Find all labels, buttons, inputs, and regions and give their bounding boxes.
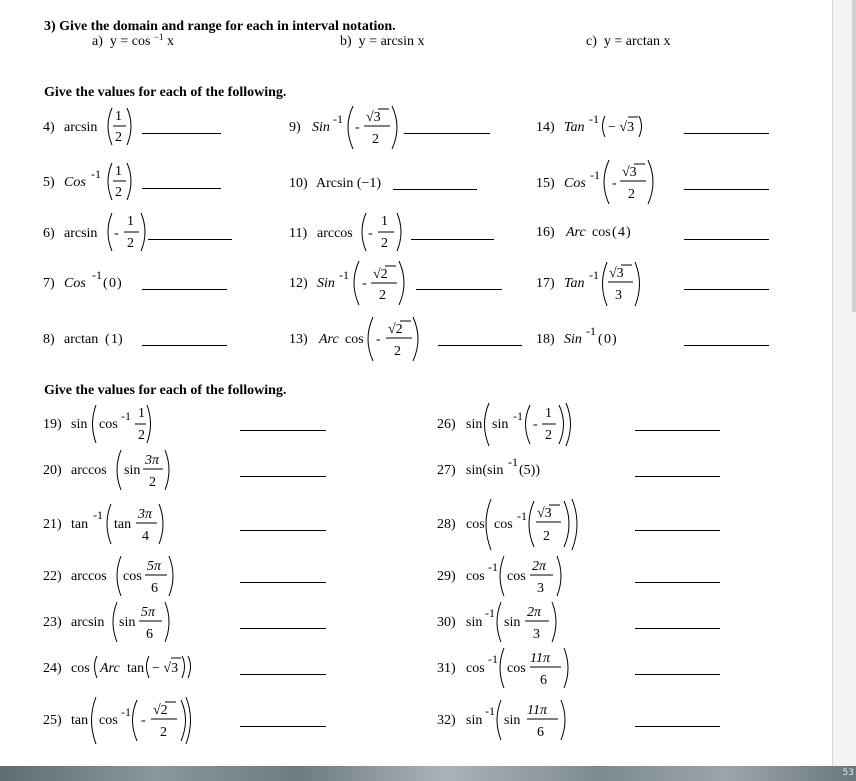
svg-text:1: 1 bbox=[115, 109, 122, 124]
problem-17 bbox=[536, 262, 640, 306]
answer-blank-31[interactable] bbox=[635, 674, 720, 675]
svg-text:sin: sin bbox=[466, 615, 483, 630]
svg-text:-1: -1 bbox=[488, 560, 498, 574]
svg-text:(: ( bbox=[103, 276, 108, 291]
svg-text:√2: √2 bbox=[388, 322, 403, 337]
svg-text:4): 4) bbox=[43, 120, 55, 135]
svg-text:26): 26) bbox=[437, 417, 456, 432]
problem-11 bbox=[289, 213, 401, 251]
svg-text:√3: √3 bbox=[537, 506, 552, 521]
svg-text:(: ( bbox=[598, 332, 603, 347]
svg-text:2: 2 bbox=[149, 475, 156, 490]
svg-text:2: 2 bbox=[127, 236, 134, 251]
svg-text:Sin: Sin bbox=[317, 276, 335, 291]
svg-text:-1: -1 bbox=[513, 409, 523, 423]
svg-text:√3: √3 bbox=[609, 266, 624, 281]
problem-24 bbox=[43, 656, 191, 678]
vertical-scrollbar[interactable] bbox=[832, 0, 856, 766]
svg-text:2π: 2π bbox=[532, 559, 547, 574]
svg-text:arcsin: arcsin bbox=[71, 615, 105, 630]
svg-text:-1: -1 bbox=[586, 324, 596, 338]
svg-text:√3: √3 bbox=[622, 165, 637, 180]
svg-text:√2: √2 bbox=[153, 703, 168, 718]
answer-blank-23[interactable] bbox=[240, 628, 326, 629]
problem-12 bbox=[289, 261, 404, 305]
svg-text:cos: cos bbox=[507, 661, 526, 676]
svg-text:8): 8) bbox=[43, 332, 55, 347]
svg-text:21): 21) bbox=[43, 517, 62, 532]
answer-blank-32[interactable] bbox=[635, 726, 720, 727]
problem-30 bbox=[437, 602, 556, 642]
svg-text:sin: sin bbox=[119, 615, 136, 630]
svg-text:cos: cos bbox=[466, 517, 485, 532]
svg-text:arcsin: arcsin bbox=[64, 226, 98, 241]
part2-heading: Give the values for each of the following. bbox=[44, 383, 287, 398]
svg-text:sin(sin: sin(sin bbox=[466, 463, 504, 478]
svg-text:1: 1 bbox=[115, 164, 122, 179]
svg-text:14): 14) bbox=[536, 120, 555, 135]
svg-text:sin: sin bbox=[466, 417, 483, 432]
answer-blank-9[interactable] bbox=[404, 133, 490, 134]
svg-text:30): 30) bbox=[437, 615, 456, 630]
svg-text:Arc: Arc bbox=[319, 332, 339, 347]
svg-text:0: 0 bbox=[604, 332, 611, 347]
svg-text:-: - bbox=[368, 226, 373, 241]
svg-text:Sin: Sin bbox=[564, 332, 582, 347]
svg-text:29): 29) bbox=[437, 569, 456, 584]
svg-text:cos: cos bbox=[345, 332, 364, 347]
svg-text:tan: tan bbox=[71, 713, 89, 728]
svg-text:27): 27) bbox=[437, 463, 456, 478]
answer-blank-7[interactable] bbox=[142, 289, 227, 290]
svg-text:− √3: − √3 bbox=[608, 120, 635, 135]
svg-text:5): 5) bbox=[43, 175, 55, 190]
svg-text:arccos: arccos bbox=[71, 463, 107, 478]
problem-14 bbox=[536, 112, 642, 137]
item-3c: c) y = arctan x bbox=[586, 34, 671, 49]
svg-text:6: 6 bbox=[537, 725, 544, 740]
svg-text:-1: -1 bbox=[508, 455, 518, 469]
svg-text:11): 11) bbox=[289, 226, 308, 241]
answer-blank-25[interactable] bbox=[240, 726, 326, 727]
svg-text:cos: cos bbox=[99, 713, 118, 728]
answer-blank-20[interactable] bbox=[240, 476, 326, 477]
svg-text:(: ( bbox=[612, 225, 617, 240]
svg-text:Arcsin (−1): Arcsin (−1) bbox=[316, 176, 382, 191]
svg-text:1: 1 bbox=[127, 214, 134, 229]
svg-text:Cos: Cos bbox=[564, 176, 586, 191]
answer-blank-11[interactable] bbox=[411, 239, 494, 240]
svg-text:2: 2 bbox=[115, 130, 122, 145]
svg-text:2: 2 bbox=[138, 428, 145, 443]
svg-text:2: 2 bbox=[372, 132, 379, 147]
svg-text:arcsin: arcsin bbox=[64, 120, 98, 135]
svg-text:− √3: − √3 bbox=[152, 661, 179, 676]
svg-text:-1: -1 bbox=[121, 705, 131, 719]
answer-blank-5[interactable] bbox=[142, 188, 221, 189]
svg-text:6): 6) bbox=[43, 226, 55, 241]
svg-text:12): 12) bbox=[289, 276, 308, 291]
answer-blank-13[interactable] bbox=[438, 345, 522, 346]
svg-text:22): 22) bbox=[43, 569, 62, 584]
answer-blank-6[interactable] bbox=[148, 239, 232, 240]
svg-text:4: 4 bbox=[618, 225, 625, 240]
svg-text:6: 6 bbox=[540, 673, 547, 688]
svg-text:-: - bbox=[355, 120, 360, 135]
svg-text:-: - bbox=[141, 713, 146, 728]
problem-19 bbox=[43, 405, 151, 443]
problem-4 bbox=[43, 108, 131, 145]
svg-text:20): 20) bbox=[43, 463, 62, 478]
svg-text:2: 2 bbox=[543, 529, 550, 544]
answer-blank-16[interactable] bbox=[684, 239, 769, 240]
problem-26 bbox=[437, 403, 571, 446]
problem-9 bbox=[289, 106, 397, 149]
svg-text:arctan: arctan bbox=[64, 332, 99, 347]
svg-text:1: 1 bbox=[138, 406, 145, 421]
svg-text:Tan: Tan bbox=[564, 120, 585, 135]
svg-text:Cos: Cos bbox=[64, 276, 86, 291]
problem-13 bbox=[289, 317, 418, 361]
svg-text:(5)): (5)) bbox=[519, 463, 540, 478]
svg-text:-1: -1 bbox=[92, 268, 102, 282]
svg-text:1: 1 bbox=[545, 406, 552, 421]
svg-text:-1: -1 bbox=[91, 167, 101, 181]
item-3a: a) y = cos $^{-1}$ x bbox=[92, 32, 175, 49]
svg-text:6: 6 bbox=[146, 627, 153, 642]
problem-5 bbox=[43, 163, 131, 200]
svg-text:-1: -1 bbox=[339, 268, 349, 282]
svg-text:-1: -1 bbox=[93, 508, 103, 522]
svg-text:): ) bbox=[626, 225, 631, 240]
svg-text:tan: tan bbox=[114, 517, 132, 532]
svg-text:-1: -1 bbox=[333, 112, 343, 126]
answer-blank-15[interactable] bbox=[684, 189, 769, 190]
problem-7 bbox=[43, 268, 122, 291]
svg-text:): ) bbox=[117, 276, 122, 291]
answer-blank-14[interactable] bbox=[684, 133, 769, 134]
problem-6 bbox=[43, 213, 145, 251]
svg-text:cos: cos bbox=[466, 661, 485, 676]
section-3-title: 3) Give the domain and range for each in interval notation. bbox=[44, 19, 396, 34]
svg-text:sin: sin bbox=[71, 417, 88, 432]
svg-text:28): 28) bbox=[437, 517, 456, 532]
svg-text:31): 31) bbox=[437, 661, 456, 676]
answer-blank-17[interactable] bbox=[684, 289, 769, 290]
svg-text:): ) bbox=[612, 332, 617, 347]
svg-text:sin: sin bbox=[504, 713, 521, 728]
svg-text:cos: cos bbox=[466, 569, 485, 584]
svg-text:4: 4 bbox=[142, 529, 149, 544]
svg-text:13): 13) bbox=[289, 332, 308, 347]
part1-heading: Give the values for each of the following. bbox=[44, 85, 287, 100]
svg-text:-1: -1 bbox=[485, 704, 495, 718]
svg-text:2: 2 bbox=[545, 428, 552, 443]
svg-text:3π: 3π bbox=[138, 507, 153, 522]
answer-blank-24[interactable] bbox=[240, 674, 326, 675]
svg-text:2: 2 bbox=[160, 725, 167, 740]
svg-text:sin: sin bbox=[466, 713, 483, 728]
problem-31 bbox=[437, 648, 568, 688]
problem-20 bbox=[43, 450, 169, 490]
problem-10 bbox=[289, 176, 381, 191]
svg-text:-: - bbox=[362, 276, 367, 291]
taskbar bbox=[0, 766, 856, 781]
answer-blank-30[interactable] bbox=[635, 628, 720, 629]
svg-text:cos: cos bbox=[123, 569, 142, 584]
problem-25 bbox=[43, 697, 191, 744]
svg-text:Cos: Cos bbox=[64, 175, 86, 190]
svg-text:sin: sin bbox=[504, 615, 521, 630]
answer-blank-26[interactable] bbox=[635, 430, 720, 431]
svg-text:(: ( bbox=[105, 332, 110, 347]
svg-text:Sin: Sin bbox=[312, 120, 330, 135]
problem-29 bbox=[437, 556, 561, 596]
svg-text:arccos: arccos bbox=[317, 226, 353, 241]
svg-text:√3: √3 bbox=[366, 110, 381, 125]
answer-blank-10[interactable] bbox=[393, 189, 477, 190]
answer-blank-19[interactable] bbox=[240, 430, 326, 431]
problem-28 bbox=[437, 499, 577, 550]
svg-text:-1: -1 bbox=[590, 168, 600, 182]
problem-32 bbox=[437, 700, 565, 740]
svg-text:-1: -1 bbox=[517, 509, 527, 523]
svg-text:2π: 2π bbox=[527, 605, 542, 620]
svg-text:Tan: Tan bbox=[564, 276, 585, 291]
svg-text:-1: -1 bbox=[485, 606, 495, 620]
answer-blank-21[interactable] bbox=[240, 530, 326, 531]
svg-text:17): 17) bbox=[536, 276, 555, 291]
svg-text:11π: 11π bbox=[527, 703, 547, 718]
svg-text:sin: sin bbox=[492, 417, 509, 432]
svg-text:2: 2 bbox=[115, 185, 122, 200]
svg-text:cos: cos bbox=[507, 569, 526, 584]
problem-16 bbox=[536, 225, 631, 240]
svg-text:-1: -1 bbox=[121, 409, 131, 423]
svg-text:10): 10) bbox=[289, 176, 308, 191]
problem-27 bbox=[437, 455, 540, 478]
svg-text:1: 1 bbox=[381, 214, 388, 229]
svg-text:3: 3 bbox=[537, 581, 544, 596]
svg-text:Arc: Arc bbox=[100, 661, 120, 676]
svg-text:1: 1 bbox=[111, 332, 118, 347]
taskbar-corner-text: 53 bbox=[842, 768, 854, 778]
problem-8 bbox=[43, 332, 123, 347]
svg-text:cos: cos bbox=[592, 225, 611, 240]
svg-text:): ) bbox=[118, 332, 123, 347]
svg-text:9): 9) bbox=[289, 120, 301, 135]
svg-text:11π: 11π bbox=[530, 651, 550, 666]
svg-text:2: 2 bbox=[394, 344, 401, 359]
svg-text:-1: -1 bbox=[589, 268, 599, 282]
svg-text:arccos: arccos bbox=[71, 569, 107, 584]
svg-text:-1: -1 bbox=[488, 652, 498, 666]
item-3b: b) y = arcsin x bbox=[340, 34, 425, 49]
scrollbar-thumb[interactable] bbox=[852, 0, 856, 312]
problem-18 bbox=[536, 324, 617, 347]
answer-blank-28[interactable] bbox=[635, 530, 720, 531]
answer-blank-22[interactable] bbox=[240, 582, 326, 583]
svg-text:23): 23) bbox=[43, 615, 62, 630]
svg-text:cos: cos bbox=[71, 661, 90, 676]
problem-22 bbox=[43, 556, 173, 596]
svg-text:15): 15) bbox=[536, 176, 555, 191]
svg-text:18): 18) bbox=[536, 332, 555, 347]
svg-text:0: 0 bbox=[109, 276, 116, 291]
answer-blank-12[interactable] bbox=[416, 289, 502, 290]
svg-text:32): 32) bbox=[437, 713, 456, 728]
problem-15 bbox=[536, 160, 653, 204]
svg-text:6: 6 bbox=[151, 581, 158, 596]
svg-text:25): 25) bbox=[43, 713, 62, 728]
svg-text:5π: 5π bbox=[147, 559, 162, 574]
answer-blank-27[interactable] bbox=[635, 476, 720, 477]
svg-text:3: 3 bbox=[533, 627, 540, 642]
answer-blank-29[interactable] bbox=[635, 582, 720, 583]
svg-text:cos: cos bbox=[494, 517, 513, 532]
svg-text:19): 19) bbox=[43, 417, 62, 432]
svg-text:3: 3 bbox=[615, 288, 622, 303]
svg-text:-: - bbox=[114, 226, 119, 241]
svg-text:7): 7) bbox=[43, 276, 55, 291]
svg-text:-: - bbox=[376, 332, 381, 347]
svg-text:-: - bbox=[533, 417, 538, 432]
svg-text:tan: tan bbox=[127, 661, 145, 676]
problem-23 bbox=[43, 602, 169, 642]
svg-text:Arc: Arc bbox=[566, 225, 586, 240]
answer-blank-8[interactable] bbox=[142, 345, 227, 346]
svg-text:tan: tan bbox=[71, 517, 89, 532]
svg-text:-: - bbox=[612, 176, 617, 191]
svg-text:sin: sin bbox=[124, 463, 141, 478]
answer-blank-18[interactable] bbox=[684, 345, 769, 346]
svg-text:cos: cos bbox=[99, 417, 118, 432]
svg-text:√2: √2 bbox=[373, 267, 388, 282]
svg-text:5π: 5π bbox=[141, 605, 156, 620]
svg-text:16): 16) bbox=[536, 225, 555, 240]
answer-blank-4[interactable] bbox=[142, 133, 221, 134]
svg-text:2: 2 bbox=[381, 236, 388, 251]
svg-text:3π: 3π bbox=[145, 453, 160, 468]
svg-text:2: 2 bbox=[379, 288, 386, 303]
svg-text:2: 2 bbox=[628, 187, 635, 202]
svg-text:24): 24) bbox=[43, 661, 62, 676]
svg-text:-1: -1 bbox=[589, 112, 599, 126]
problem-21 bbox=[43, 504, 163, 544]
